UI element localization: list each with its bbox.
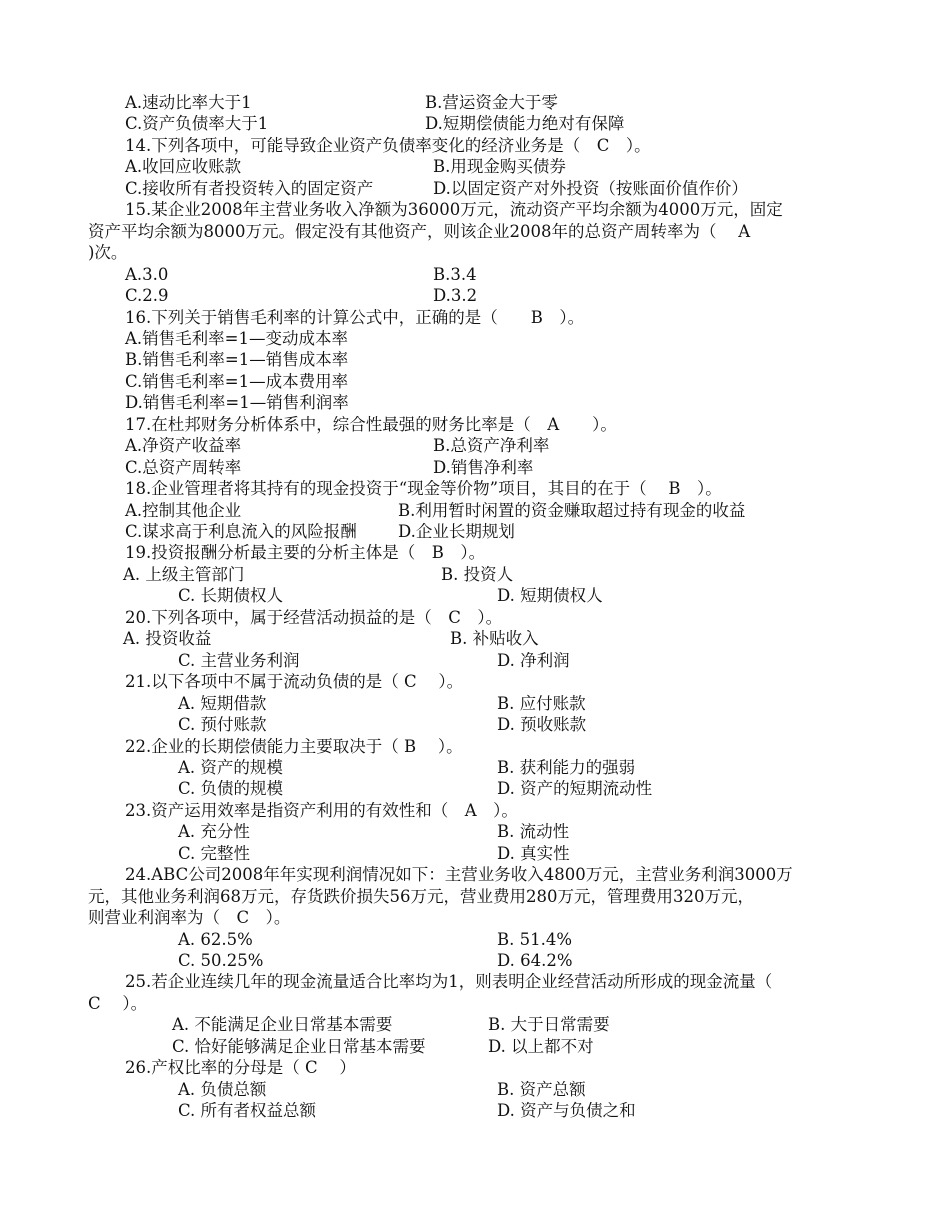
- option-text: C. 恰好能够满足企业日常基本需要: [172, 1037, 426, 1056]
- option-text: D. 以上都不对: [488, 1037, 594, 1056]
- question-text: 19.投资报酬分析最主要的分析主体是（ B ）。: [125, 543, 486, 562]
- option-text: A.速动比率大于1: [125, 93, 252, 112]
- option-text: B.营运资金大于零: [425, 93, 558, 112]
- option-text: B.用现金购买债券: [433, 157, 566, 176]
- question-text: )次。: [88, 243, 128, 262]
- option-text: A. 上级主管部门: [123, 565, 245, 584]
- option-text: A. 短期借款: [178, 694, 267, 713]
- option-text: C. 所有者权益总额: [178, 1101, 317, 1120]
- option-text: C. 主营业务利润: [178, 651, 300, 670]
- question-text: 26.产权比率的分母是（ C ）: [125, 1058, 356, 1077]
- question-text: 17.在杜邦财务分析体系中，综合性最强的财务比率是（ A ）。: [125, 415, 617, 434]
- option-text: C.接收所有者投资转入的固定资产: [125, 179, 374, 198]
- option-text: C. 完整性: [178, 844, 251, 863]
- question-text: 资产平均余额为8000万元。假定没有其他资产，则该企业2008年的总资产周转率为（ A: [88, 222, 751, 241]
- question-text: 16.下列关于销售毛利率的计算公式中，正确的是（ B ）。: [125, 308, 585, 327]
- option-text: D.短期偿债能力绝对有保障: [425, 114, 625, 133]
- question-text: 21.以下各项中不属于流动负债的是（ C ）。: [125, 672, 464, 691]
- option-text: B. 51.4%: [497, 930, 573, 949]
- option-text: D.以固定资产对外投资（按账面价值作价）: [433, 179, 748, 198]
- option-text: C.资产负债率大于1: [125, 114, 269, 133]
- option-text: B.3.4: [433, 265, 477, 284]
- option-text: D. 资产的短期流动性: [497, 779, 653, 798]
- question-text: 18.企业管理者将其持有的现金投资于“现金等价物”项目，其目的在于（ B ）。: [125, 479, 722, 498]
- option-text: D. 资产与负债之和: [497, 1101, 636, 1120]
- option-text: C.销售毛利率=1—成本费用率: [125, 372, 349, 391]
- question-text: C ）。: [88, 994, 148, 1013]
- question-text: 22.企业的长期偿债能力主要取决于（ B ）。: [125, 737, 463, 756]
- option-text: B.总资产净利率: [433, 436, 550, 455]
- option-text: B. 应付账款: [497, 694, 586, 713]
- option-text: B.销售毛利率=1—销售成本率: [125, 350, 349, 369]
- question-text: 14.下列各项中，可能导致企业资产负债率变化的经济业务是（ C ）。: [125, 136, 651, 155]
- option-text: A.净资产收益率: [125, 436, 242, 455]
- option-text: C.谋求高于利息流入的风险报酬: [125, 522, 357, 541]
- option-text: C. 预付账款: [178, 715, 267, 734]
- question-text: 则营业利润率为（ C ）。: [88, 908, 291, 927]
- option-text: D. 64.2%: [497, 951, 573, 970]
- option-text: A.控制其他企业: [125, 501, 242, 520]
- option-text: D.销售毛利率=1—销售利润率: [125, 393, 349, 412]
- option-text: D. 短期债权人: [497, 586, 603, 605]
- option-text: A.3.0: [125, 265, 169, 284]
- option-text: A. 充分性: [178, 822, 250, 841]
- option-text: B. 大于日常需要: [488, 1015, 610, 1034]
- option-text: A. 62.5%: [178, 930, 253, 949]
- option-text: C.总资产周转率: [125, 458, 242, 477]
- question-text: 24.ABC公司2008年年实现利润情况如下：主营业务收入4800万元，主营业务利润3000万: [125, 865, 793, 884]
- option-text: C. 长期债权人: [178, 586, 284, 605]
- option-text: D. 真实性: [497, 844, 570, 863]
- option-text: B. 流动性: [497, 822, 570, 841]
- question-text: 元，其他业务利润68万元，存货跌价损失56万元，营业费用280万元，管理费用320万元，: [88, 887, 754, 906]
- option-text: A.收回应收账款: [125, 157, 242, 176]
- question-text: 25.若企业连续几年的现金流量适合比率均为1，则表明企业经营活动所形成的现金流量（: [125, 972, 773, 991]
- question-text: 20.下列各项中，属于经营活动损益的是（ C ）。: [125, 608, 503, 627]
- option-text: D.企业长期规划: [398, 522, 515, 541]
- option-text: B. 投资人: [441, 565, 514, 584]
- question-text: 15.某企业2008年主营业务收入净额为36000万元，流动资产平均余额为4000万元，固定: [125, 200, 783, 219]
- option-text: B.利用暂时闲置的资金赚取超过持有现金的收益: [398, 501, 746, 520]
- option-text: C.2.9: [125, 286, 169, 305]
- option-text: C. 负债的规模: [178, 779, 284, 798]
- option-text: A. 不能满足企业日常基本需要: [172, 1015, 393, 1034]
- option-text: A.销售毛利率=1—变动成本率: [125, 329, 348, 348]
- option-text: D.销售净利率: [433, 458, 534, 477]
- option-text: D. 净利润: [497, 651, 570, 670]
- option-text: B. 获利能力的强弱: [497, 758, 636, 777]
- question-text: 23.资产运用效率是指资产利用的有效性和（ A ）。: [125, 801, 518, 820]
- option-text: A. 资产的规模: [178, 758, 283, 777]
- option-text: D.3.2: [433, 286, 478, 305]
- option-text: C. 50.25%: [178, 951, 264, 970]
- option-text: D. 预收账款: [497, 715, 587, 734]
- option-text: B. 补贴收入: [450, 629, 539, 648]
- option-text: B. 资产总额: [497, 1080, 586, 1099]
- option-text: A. 负债总额: [178, 1080, 267, 1099]
- option-text: A. 投资收益: [123, 629, 212, 648]
